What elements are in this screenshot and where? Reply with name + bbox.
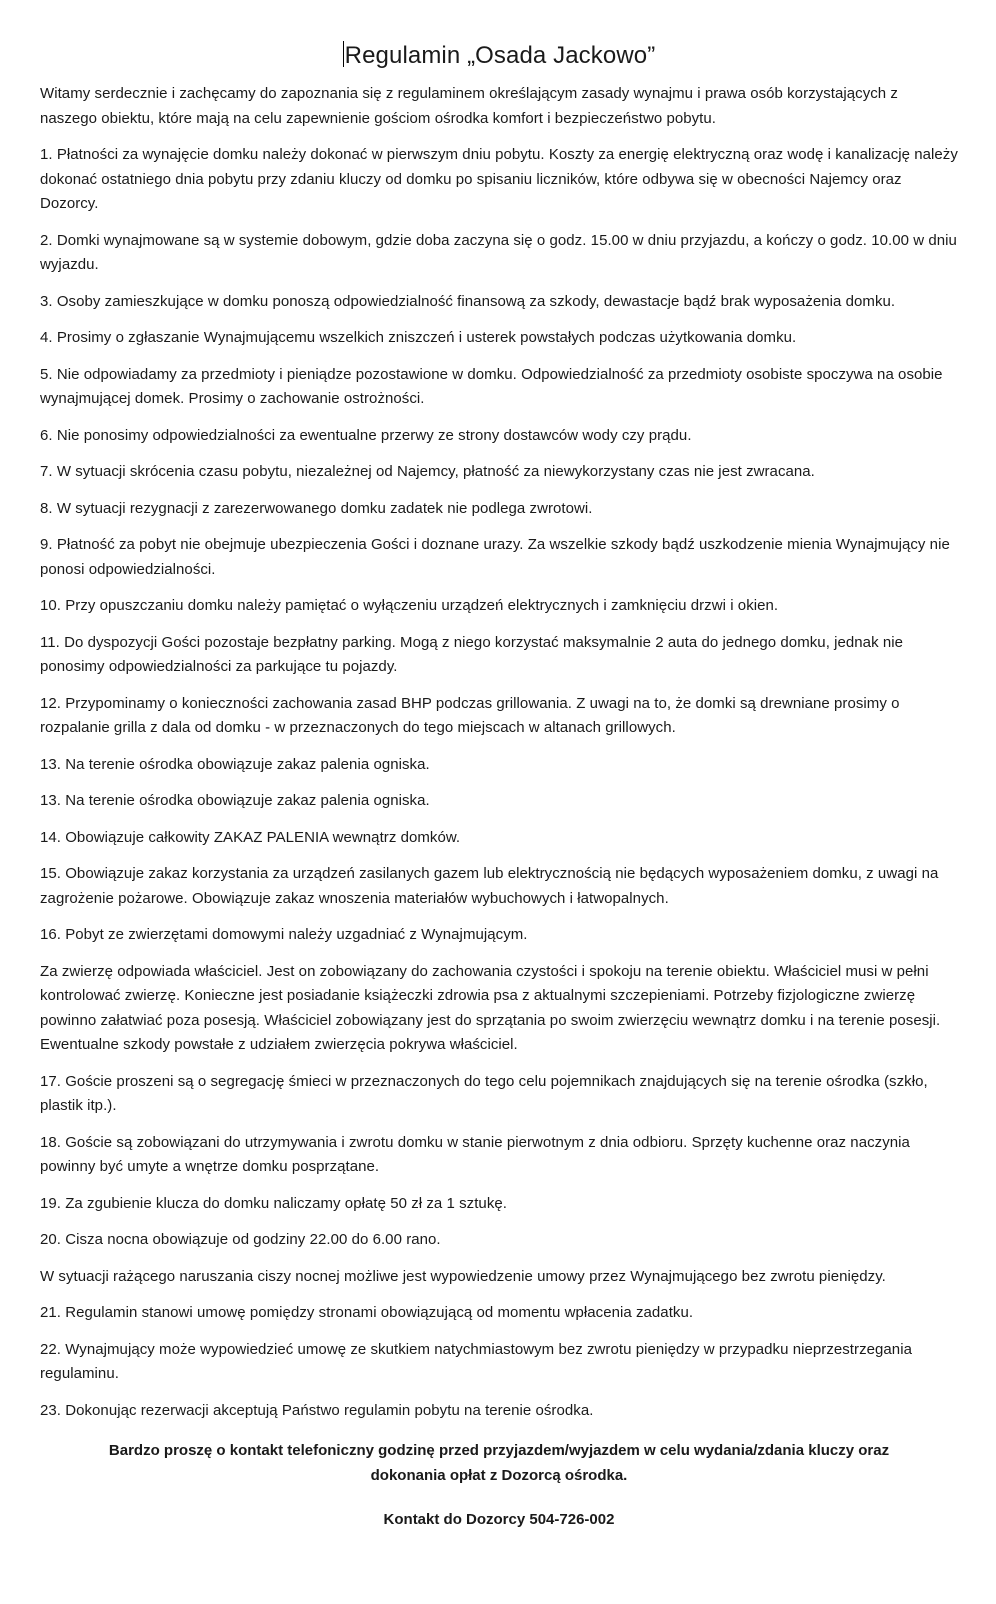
rule-19: 19. Za zgubienie klucza do domku naliczamy opłatę 50 zł za 1 sztukę. <box>40 1194 507 1212</box>
rule-15: 15. Obowiązuje zakaz korzystania za urządzeń zasilanych gazem lub elektrycznością nie będących wyposażeniem domku, z uwagi na zagrożenie pożarowe. Obowiązuje zakaz wnoszenia materiałów wybuchowych i łatwopalnych. <box>40 865 939 907</box>
rule-6: 6. Nie ponosimy odpowiedzialności za ewentualne przerwy ze strony dostawców wody czy prądu. <box>40 426 692 444</box>
intro-paragraph: Witamy serdecznie i zachęcamy do zapoznania się z regulaminem określającym zasady wynajmu i prawa osób korzystających z naszego obiektu, które mają na celu zapewnienie gościom ośrodka komfort i bezpieczeństwo pobytu. <box>40 85 898 127</box>
rule-8: 8. W sytuacji rezygnacji z zarezerwowanego domku zadatek nie podlega zwrotowi. <box>40 499 593 517</box>
document-title-wrap <box>40 40 958 72</box>
rule-10: 10. Przy opuszczaniu domku należy pamiętać o wyłączeniu urządzeń elektrycznych i zamknięciu drzwi i okien. <box>40 597 779 614</box>
rule-20: 20. Cisza nocna obowiązuje od godziny 22.00 do 6.00 rano. <box>40 1231 441 1248</box>
rule-14: 14. Obowiązuje całkowity ZAKAZ PALENIA wewnątrz domków. <box>40 828 461 846</box>
rule-23: 23. Dokonując rezerwacji akceptują Państwo regulamin pobytu na terenie ośrodka. <box>40 1401 594 1419</box>
quiet-hours-paragraph: W sytuacji rażącego naruszania ciszy nocnej możliwe jest wypowiedzenie umowy przez Wynajmującego bez zwrotu pieniędzy. <box>40 1267 886 1285</box>
rule-17: 17. Goście proszeni są o segregację śmieci w przeznaczonych do tego celu pojemnikach znajdujących się na terenie ośrodka (szkło, plastik itp.). <box>40 1072 928 1114</box>
caretaker-contact: Kontakt do Dozorcy 504-726-002 <box>383 1511 615 1528</box>
pets-paragraph: Za zwierzę odpowiada właściciel. Jest on zobowiązany do zachowania czystości i spokoju na terenie obiektu. Właściciel musi w pełni kontrolować zwierzę. Konieczne jest posiadanie książeczki zdrowia psa z aktualnymi szczepieniami. Potrzeby fizjologiczne zwierzę powinno załatwiać poza posesją. Właściciel zobowiązany jest do sprzątania po swoim zwierzęciu wewnątrz domku i na terenie posesji. Ewentualne szkody powstałe z udziałem zwierzęcia pokrywa właściciel. <box>40 962 941 1053</box>
document-title: Regulamin „Osada Jackowo” <box>344 42 656 69</box>
rule-18: 18. Goście są zobowiązani do utrzymywania i zwrotu domku w stanie pierwotnym z dnia odbioru. Sprzęty kuchenne oraz naczynia powinny być umyte a wnętrze domku posprzątane. <box>40 1133 910 1175</box>
rule-16: 16. Pobyt ze zwierzętami domowymi należy uzgadniać z Wynajmującym. <box>40 926 528 943</box>
rule-21: 21. Regulamin stanowi umowę pomiędzy stronami obowiązującą od momentu wpłacenia zadatku. <box>40 1304 694 1321</box>
rule-7: 7. W sytuacji skrócenia czasu pobytu, niezależnej od Najemcy, płatność za niewykorzystany czas nie jest zwracana. <box>40 463 815 480</box>
text-cursor <box>343 41 344 67</box>
rule-12: 12. Przypominamy o konieczności zachowania zasad BHP podczas grillowania. Z uwagi na to, że domki są drewniane prosimy o rozpalanie grilla z dala od domku - w przeznaczonych do tego miejscach w altanach grillowych. <box>40 694 900 736</box>
regulations-body <box>40 82 958 1423</box>
rule-4: 4. Prosimy o zgłaszanie Wynajmującemu wszelkich zniszczeń i usterek powstałych podczas użytkowania domku. <box>40 329 797 346</box>
rule-22: 22. Wynajmujący może wypowiedzieć umowę ze skutkiem natychmiastowym bez zwrotu pieniędzy w przypadku nieprzestrzegania regulaminu. <box>40 1340 912 1382</box>
rule-9: 9. Płatność za pobyt nie obejmuje ubezpieczenia Gości i doznane urazy. Za wszelkie szkody bądź uszkodzenie mienia Wynajmujący nie ponosi odpowiedzialności. <box>40 536 950 578</box>
rule-5: 5. Nie odpowiadamy za przedmioty i pieniądze pozostawione w domku. Odpowiedzialność za przedmioty osobiste spoczywa na osobie wynajmującej domek. Prosimy o zachowanie ostrożności. <box>40 365 943 407</box>
contact-request-note: Bardzo proszę o kontakt telefoniczny godzinę przed przyjazdem/wyjazdem w celu wydania/zdania kluczy oraz dokonania opłat z Dozorcą ośrodka. <box>108 1442 890 1484</box>
rule-2: 2. Domki wynajmowane są w systemie dobowym, gdzie doba zaczyna się o godz. 15.00 w dniu przyjazdu, a kończy o godz. 10.00 w dniu wyjazdu. <box>40 231 957 273</box>
rule-11: 11. Do dyspozycji Gości pozostaje bezpłatny parking. Mogą z niego korzystać maksymalnie 2 auta do jednego domku, jednak nie ponosimy odpowiedzialności za parkujące tu pojazdy. <box>40 633 904 675</box>
rule-3: 3. Osoby zamieszkujące w domku ponoszą odpowiedzialność finansową za szkody, dewastacje bądź brak wyposażenia domku. <box>40 292 896 310</box>
rule-13: 13. Na terenie ośrodka obowiązuje zakaz palenia ogniska. <box>40 755 430 773</box>
rule-1: 1. Płatności za wynajęcie domku należy dokonać w pierwszym dniu pobytu. Koszty za energię elektryczną oraz wodę i kanalizację należy dokonać ostatniego dnia pobytu przy zdaniu kluczy od domku po spisaniu liczników, które odbywa się w obecności Najemcy oraz Dozorcy. <box>40 146 958 212</box>
rule-13-duplicate: 13. Na terenie ośrodka obowiązuje zakaz palenia ogniska. <box>40 792 430 809</box>
